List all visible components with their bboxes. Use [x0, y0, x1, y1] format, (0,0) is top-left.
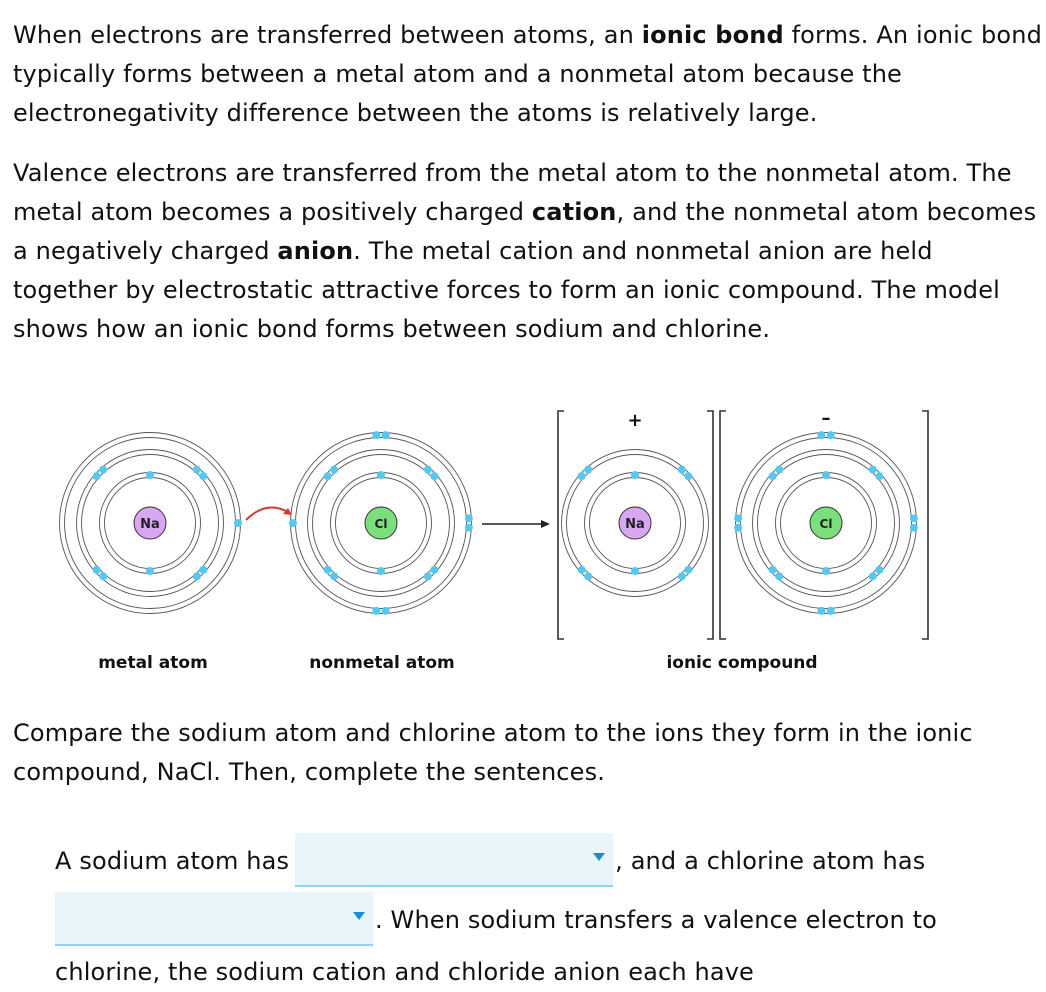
electron	[324, 566, 332, 574]
electron	[578, 566, 586, 574]
electron	[684, 566, 692, 574]
question-prompt: Compare the sodium atom and chlorine atom to the ions they form in the ionic compound, NaCl. Then, complete the sentences.	[13, 719, 973, 786]
sodium-cation-nucleus	[619, 507, 651, 539]
intro-text: Valence electrons are transferred from the metal atom to the nonmetal atom. The metal atom becomes a positively charged	[13, 159, 1012, 226]
sodium-symbol: Na	[140, 517, 160, 532]
term-ionic-bond: ionic bond	[641, 21, 784, 49]
term-anion: anion	[277, 237, 354, 265]
chloride-anion-nucleus	[810, 507, 842, 539]
intro-paragraph-1	[13, 16, 1043, 133]
electron	[631, 471, 639, 479]
electron	[93, 472, 101, 480]
electron	[584, 572, 592, 580]
electron	[678, 466, 686, 474]
electron	[869, 466, 877, 474]
electron	[769, 472, 777, 480]
sentence-line-3	[55, 952, 754, 992]
intro-text: When electrons are transferred between atoms, an	[13, 21, 642, 49]
electron	[424, 466, 432, 474]
electron	[193, 572, 201, 580]
electron	[382, 431, 390, 439]
electron	[910, 514, 918, 522]
electron	[289, 519, 297, 527]
chevron-down-icon	[353, 912, 365, 920]
electron	[817, 607, 825, 615]
electron	[99, 572, 107, 580]
electron-transfer-arrow-icon	[246, 508, 292, 521]
term-cation: cation	[531, 198, 617, 226]
electron	[678, 572, 686, 580]
electron	[146, 471, 154, 479]
caption-nonmetal-atom: nonmetal atom	[309, 653, 455, 673]
sentence-text: . When sodium transfers a valence electron to	[375, 906, 938, 934]
electron	[578, 472, 586, 480]
answer-dropdown-2[interactable]	[55, 892, 373, 946]
sentence-line-1	[55, 835, 925, 889]
sentence-text: , and a chlorine atom has	[615, 847, 926, 875]
electron	[193, 466, 201, 474]
intro-paragraph-2	[13, 154, 1043, 349]
electron	[775, 466, 783, 474]
electron	[875, 566, 883, 574]
electron	[93, 566, 101, 574]
electron	[584, 466, 592, 474]
electron	[430, 566, 438, 574]
electron	[875, 472, 883, 480]
electron	[684, 472, 692, 480]
electron-shells	[60, 433, 917, 614]
electron	[430, 472, 438, 480]
intro-text: forms. An ionic bond typically forms between a metal atom and a nonmetal atom because the electronegativity difference between the atoms is relatively large.	[13, 21, 1042, 127]
electron	[465, 514, 473, 522]
electron	[372, 607, 380, 615]
electron	[99, 466, 107, 474]
electron	[827, 431, 835, 439]
electron	[424, 572, 432, 580]
anion-charge: –	[821, 408, 831, 429]
electron	[199, 472, 207, 480]
electron	[775, 572, 783, 580]
chlorine-nucleus	[365, 507, 397, 539]
intro-text: . The metal cation and nonmetal anion are held together by electrostatic attractive forces to form an ionic compound. The model shows how an ionic bond forms between sodium and chlorine.	[13, 237, 1000, 343]
electron	[734, 514, 742, 522]
caption-ionic-compound: ionic compound	[666, 653, 818, 673]
electron	[372, 431, 380, 439]
electron	[631, 567, 639, 575]
electron	[377, 471, 385, 479]
electrons	[93, 431, 918, 615]
electron	[910, 524, 918, 532]
chlorine-symbol: Cl	[374, 517, 388, 531]
sodium-nucleus	[134, 507, 166, 539]
cation-charge: +	[627, 410, 643, 431]
electron	[734, 524, 742, 532]
electron	[822, 471, 830, 479]
electron	[465, 524, 473, 532]
intro-text: , and the nonmetal atom becomes a negatively charged	[13, 198, 1037, 265]
electron	[769, 566, 777, 574]
electron	[822, 567, 830, 575]
ionic-bond-diagram	[0, 396, 1046, 686]
electron	[382, 607, 390, 615]
sodium-cation-symbol: Na	[625, 517, 645, 532]
electron	[146, 567, 154, 575]
reaction-arrow-icon	[482, 520, 550, 528]
electron	[234, 519, 242, 527]
sentence-text: chlorine, the sodium cation and chloride anion each have	[55, 958, 754, 986]
electron	[377, 567, 385, 575]
chevron-down-icon	[593, 853, 605, 861]
sentence-line-2	[55, 894, 937, 948]
answer-dropdown-1[interactable]	[295, 833, 613, 887]
caption-metal-atom: metal atom	[98, 653, 208, 673]
sentence-text: A sodium atom has	[55, 847, 290, 875]
electron	[827, 607, 835, 615]
electron	[199, 566, 207, 574]
electron	[869, 572, 877, 580]
electron	[817, 431, 825, 439]
electron	[324, 472, 332, 480]
electron	[330, 572, 338, 580]
chloride-anion-symbol: Cl	[819, 517, 833, 531]
electron	[330, 466, 338, 474]
